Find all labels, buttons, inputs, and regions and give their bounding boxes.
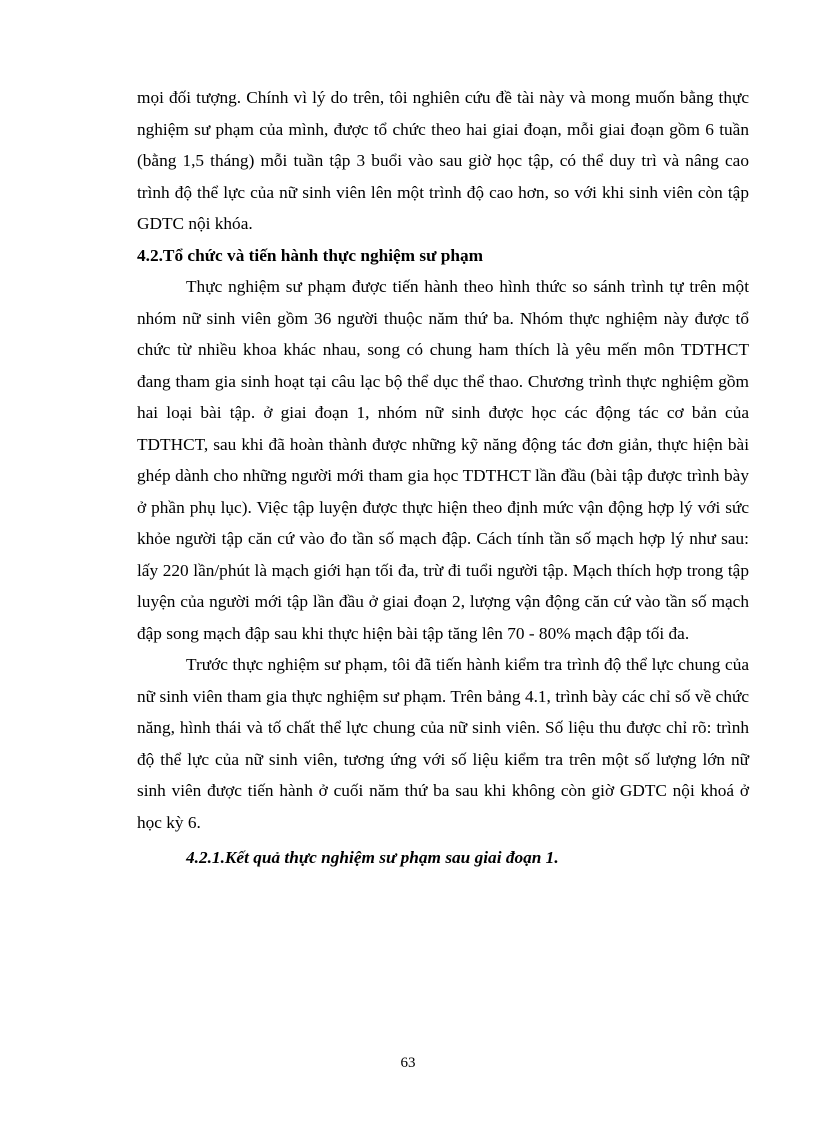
paragraph-pre-test: Trước thực nghiệm sư phạm, tôi đã tiến hành kiểm tra trình độ thể lực chung của nữ sinh viên tham gia thực nghiệm sư phạm. Trên bảng 4.1, trình bày các chỉ số về chức năng, hình thái và tố chất thể lực chung của nữ sinh viên. Số liệu thu được chỉ rõ: trình độ thể lực của nữ sinh viên, tương ứng với số liệu kiểm tra trên một số lượng lớn nữ sinh viên được tiến hành ở cuối năm thứ ba sau khi không còn giờ GDTC nội khoá ở học kỳ 6. (137, 655, 749, 832)
paragraph-experiment-organization: Thực nghiệm sư phạm được tiến hành theo hình thức so sánh trình tự trên một nhóm nữ sinh viên gồm 36 người thuộc năm thứ ba. Nhóm thực nghiệm này được tổ chức từ nhiều khoa khác nhau, song có chung ham thích là yêu mến môn TDTHCT đang tham gia sinh hoạt tại câu lạc bộ thể dục thể thao. Chương trình thực nghiệm gồm hai loại bài tập. ở giai đoạn 1, nhóm nữ sinh được học các động tác cơ bản của TDTHCT, sau khi đã hoàn thành được những kỹ năng động tác đơn giản, thực hiện bài ghép dành cho những người mới tham gia học TDTHCT lần đầu (bài tập được trình bày ở phần phụ lục). Việc tập luyện được thực hiện theo định mức vận động hợp lý với sức khỏe người tập căn cứ vào đo tần số mạch đập. Cách tính tần số mạch hợp lý như sau: lấy 220 lần/phút là mạch giới hạn tối đa, trừ đi tuổi người tập. Mạch thích hợp trong tập luyện của người mới tập lần đầu ở giai đoạn 2, lượng vận động căn cứ vào tần số mạch đập song mạch đập sau khi thực hiện bài tập tăng lên 70 - 80% mạch đập tối đa. (137, 277, 749, 643)
subsection-heading: 4.2.1.Kết quả thực nghiệm sư phạm sau giai đoạn 1. (186, 848, 559, 867)
page-number: 63 (400, 1055, 416, 1071)
document-page (137, 82, 749, 874)
section-heading: 4.2.Tổ chức và tiến hành thực nghiệm sư phạm (137, 245, 484, 265)
intro-paragraph: mọi đối tượng. Chính vì lý do trên, tôi nghiên cứu đề tài này và mong muốn bằng thực nghiệm sư phạm của mình, được tổ chức theo hai giai đoạn, mỗi giai đoạn gồm 6 tuần (bằng 1,5 tháng) mỗi tuần tập 3 buổi vào sau giờ học tập, có thể duy trì và nâng cao trình độ thể lực của nữ sinh viên lên một trình độ cao hơn, so với khi sinh viên còn tập GDTC nội khóa. (137, 88, 749, 233)
